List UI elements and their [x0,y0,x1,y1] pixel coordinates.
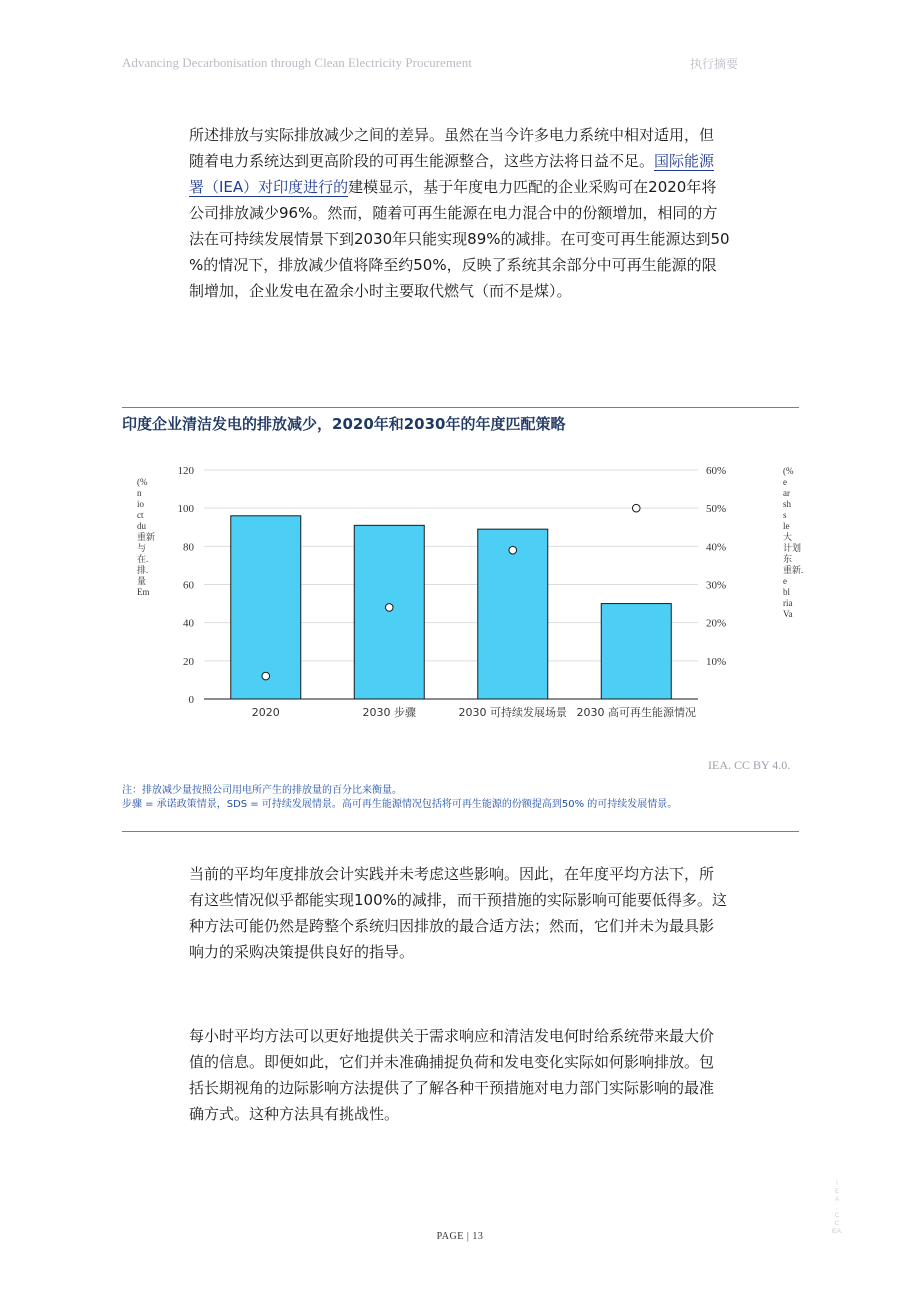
right-axis-label-fragment: e [783,477,787,487]
left-axis-label-fragment: 与 [137,543,147,553]
left-tick-label: 120 [177,465,194,477]
left-axis-label-fragment: Em [137,587,150,597]
figure-note-abbreviations: 步骤 = 承诺政策情景，SDS = 可持续发展情景。高可再生能源情况包括将可再生能源的份额提高到50% 的可持续发展情景。 [122,799,678,810]
right-tick-label: 60% [706,465,727,477]
paragraph-hourly [189,1023,789,1127]
text-line: %的情况下，排放减少值将降至约50%，反映了系统其余部分中可再生能源的限 [189,256,717,274]
side-watermark-fragment: . [836,1205,838,1211]
page-number: PAGE | 13 [436,1231,484,1242]
text-line: 确方式。这种方法具有挑战性。 [189,1105,400,1123]
bar-2 [478,529,548,699]
x-category-label: 2020 [251,706,280,719]
side-watermark-fragment: I [836,1181,838,1187]
side-watermark [822,1180,852,1236]
figure-note: 注：排放减少量按照公司用电所产生的排放量的百分比来衡量。 [122,785,402,796]
side-watermark-fragment: A [834,1197,839,1203]
text-line: 所述排放与实际排放减少之间的差异。虽然在当今许多电力系统中相对适用，但 [189,126,715,144]
text-line: 当前的平均年度排放会计实践并未考虑这些影响。因此，在年度平均方法下，所 [189,865,715,883]
right-tick-label: 20% [706,617,727,630]
right-axis-label-fragment: Va [783,609,793,619]
right-axis-label-fragment: 重新. [783,565,804,575]
figure-source: IEA. CC BY 4.0. [708,758,791,772]
paragraph-accounting [189,861,789,965]
x-category-label: 2030 高可再生能源情况 [576,706,696,719]
right-tick-label: 30% [706,579,727,592]
share-marker-0 [262,672,270,680]
left-axis-label-fragment: (% [137,477,148,487]
share-marker-1 [385,604,393,612]
right-tick-label: 10% [706,655,727,668]
text-line: 括长期视角的边际影响方法提供了了解各种干预措施对电力部门实际影响的最准 [189,1079,715,1097]
left-axis-label-fragment: du [137,521,146,531]
figure-title: 印度企业清洁发电的排放减少，2020年和2030年的年度匹配策略 [122,415,566,433]
side-watermark-fragment: E [834,1189,839,1195]
bar-3 [601,604,671,699]
side-watermark-fragment: IEA. [831,1229,843,1235]
text-line: 随着电力系统达到更高阶段的可再生能源整合，这些方法将日益不足。国际能源 [189,152,715,170]
paragraph-intro [189,122,789,304]
text-line: 每小时平均方法可以更好地提供关于需求响应和清洁发电何时给系统带来最大价 [189,1027,715,1045]
left-axis-label-fragment: 重新 [137,532,156,542]
left-axis-label-fragment: 排. [137,565,149,575]
x-category-label: 2030 可持续发展场景 [458,706,567,719]
right-axis-label-fragment: s [783,510,787,520]
left-axis-label-fragment: 在. [137,554,149,564]
right-axis-label-fragment: ria [783,598,793,608]
text-line: 响力的采购决策提供良好的指导。 [189,943,415,961]
bar-0 [231,516,301,699]
text-line: 署（IEA）对印度进行的建模显示，基于年度电力匹配的企业采购可在2020年将 [189,178,717,196]
figure-bottom-rule [122,831,799,832]
x-category-label: 2030 步骤 [362,706,416,719]
right-axis-label-fragment: (% [783,466,794,476]
text-line: 值的信息。即便如此，它们并未准确捕捉负荷和发电变化实际如何影响排放。包 [189,1053,715,1071]
right-axis-label-fragment: sh [783,499,792,509]
right-axis-label-fragment: e [783,576,787,586]
side-watermark-fragment: C [834,1213,840,1219]
share-marker-2 [509,546,517,554]
right-axis-label-fragment: bl [783,587,791,597]
right-axis-label-fragment: 东 [783,554,793,564]
right-tick-label: 40% [706,541,727,554]
document-title: Advancing Decarbonisation through Clean Electricity Procurement [122,55,472,70]
right-axis-label-fragment: ar [783,488,790,498]
figure-top-rule [122,407,799,408]
text-line: 有这些情况似乎都能实现100%的减排，而干预措施的实际影响可能要低得多。这 [189,891,727,909]
left-axis-label-fragment: 量 [137,576,147,586]
text-line: 制增加，企业发电在盈余小时主要取代燃气（而不是煤）。 [189,282,572,300]
text-line: 法在可持续发展情景下到2030年只能实现89%的减排。在可变可再生能源达到50 [189,230,730,248]
section-title: 执行摘要 [690,57,739,71]
left-tick-label: 100 [177,503,194,516]
left-tick-label: 60 [183,579,194,592]
iea-link-cont[interactable]: 署（IEA）对印度进行的 [189,178,349,196]
emissions-reduction-chart [122,455,762,730]
iea-link[interactable]: 国际能源 [654,152,715,170]
side-watermark-fragment: C [834,1221,840,1227]
left-tick-label: 80 [183,541,194,554]
left-axis-label-fragment: n [137,488,142,498]
left-tick-label: 0 [188,694,194,706]
share-marker-3 [632,504,640,512]
right-axis-label [783,466,803,620]
text-line: 种方法可能仍然是跨整个系统归因排放的最合适方法；然而，它们并未为最具影 [189,917,715,935]
left-axis-label-fragment: ct [137,510,144,520]
right-tick-label: 50% [706,503,727,516]
bar-1 [354,525,424,699]
left-tick-label: 20 [183,655,194,668]
text-line: 公司排放减少96%。然而，随着可再生能源在电力混合中的份额增加，相同的方 [189,204,718,222]
right-axis-label-fragment: 计划 [783,543,802,553]
left-axis-label-fragment: io [137,499,145,509]
right-axis-label-fragment: 大 [783,532,793,542]
right-axis-label-fragment: le [783,521,790,531]
left-tick-label: 40 [183,617,194,630]
